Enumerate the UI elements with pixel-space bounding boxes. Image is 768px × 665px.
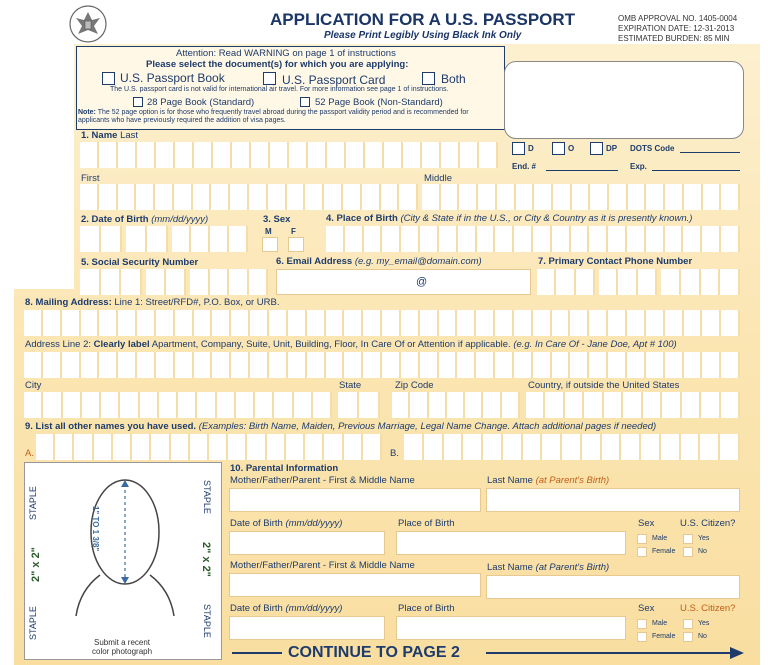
form-title: APPLICATION FOR A U.S. PASSPORT xyxy=(270,10,576,29)
photo-size-left: 2" x 2" xyxy=(30,547,42,582)
omb-number: OMB APPROVAL NO. 1405-0004 xyxy=(618,14,738,23)
parent1-no-label: No xyxy=(698,548,707,555)
first-label: First xyxy=(81,173,100,184)
dob-day-input[interactable] xyxy=(126,226,168,252)
omb-block xyxy=(618,14,737,44)
mailing-label: 8. Mailing Address: xyxy=(25,297,112,308)
parent1-first-input[interactable] xyxy=(229,488,481,512)
line2-hint: (e.g. In Care Of - Jane Doe, Apt # 100) xyxy=(513,339,677,350)
parent2-first-label: Mother/Father/Parent - First & Middle Name xyxy=(230,560,415,571)
parent1-pob-label: Place of Birth xyxy=(398,518,455,529)
phone-label: 7. Primary Contact Phone Number xyxy=(538,256,693,267)
dob-year-input[interactable] xyxy=(172,226,248,252)
last-name-input[interactable] xyxy=(80,142,498,168)
staple-top-right: STAPLE xyxy=(202,480,212,514)
arrow-right-icon xyxy=(730,647,744,659)
dob-month-input[interactable] xyxy=(80,226,122,252)
parent1-yes-checkbox[interactable] xyxy=(683,534,693,544)
office-d-checkbox[interactable] xyxy=(512,142,525,155)
parent1-male-label: Male xyxy=(652,535,668,542)
sex-label: 3. Sex xyxy=(263,214,291,225)
country-input[interactable] xyxy=(526,392,740,418)
office-dp-label: DP xyxy=(606,144,618,153)
office-o-label: O xyxy=(568,144,575,153)
parent2-yes-checkbox[interactable] xyxy=(683,619,693,629)
note-52 xyxy=(78,109,500,125)
estimated-burden: ESTIMATED BURDEN: 85 MIN xyxy=(618,34,730,43)
exp-line xyxy=(652,170,740,171)
email-at-sign: @ xyxy=(416,276,428,288)
photo-submit-line1: Submit a recent xyxy=(94,638,151,647)
parent1-female-checkbox[interactable] xyxy=(637,547,647,557)
parent2-dob-input[interactable] xyxy=(229,616,385,640)
book-28-label: 28 Page Book (Standard) xyxy=(147,97,255,108)
sex-f-input[interactable] xyxy=(288,237,304,252)
book-28-checkbox[interactable] xyxy=(133,97,143,107)
line2-text: Apartment, Company, Suite, Unit, Building, Floor, In Care Of or Attention if applicable. xyxy=(151,339,511,350)
city-label: City xyxy=(25,380,42,391)
sex-m-input[interactable] xyxy=(262,237,278,252)
end-label: End. # xyxy=(512,162,537,171)
parent1-dob-format: (mm/dd/yyyy) xyxy=(285,518,343,529)
zip-label: Zip Code xyxy=(395,380,434,391)
photo-dimension-label: 1" TO 1 3/8" xyxy=(91,506,100,552)
note-label: Note: xyxy=(78,109,96,116)
other-b-label: B. xyxy=(390,448,399,459)
select-heading: Please select the document(s) for which you are applying: xyxy=(146,59,409,70)
passport-book-checkbox[interactable] xyxy=(102,72,115,85)
pob-label: 4. Place of Birth xyxy=(326,213,398,224)
parent2-dob-label: Date of Birth xyxy=(230,603,283,614)
card-note: The U.S. passport card is not valid for international air travel. For more information see page 1 of instructions. xyxy=(110,86,449,93)
pob-input[interactable] xyxy=(326,226,740,252)
parent1-male-checkbox[interactable] xyxy=(637,534,647,544)
country-label: Country, if outside the United States xyxy=(528,380,680,391)
staple-bottom-right: STAPLE xyxy=(202,604,212,638)
ssn-part2-input[interactable] xyxy=(146,269,186,295)
dob-label: 2. Date of Birth xyxy=(81,214,149,225)
parent2-male-label: Male xyxy=(652,620,668,627)
end-line xyxy=(546,170,618,171)
parent2-no-checkbox[interactable] xyxy=(683,632,693,642)
both-label: Both xyxy=(441,72,466,86)
office-d-label: D xyxy=(528,144,534,153)
dob-format: (mm/dd/yyyy) xyxy=(151,214,209,225)
parent2-male-checkbox[interactable] xyxy=(637,619,647,629)
passport-card-checkbox[interactable] xyxy=(263,72,276,85)
other-names-label: 9. List all other names you have used. xyxy=(25,421,197,432)
passport-book-label: U.S. Passport Book xyxy=(120,71,225,85)
sex-m-label: M xyxy=(265,227,272,236)
parent1-female-label: Female xyxy=(652,548,676,555)
expiration-date: EXPIRATION DATE: 12-31-2013 xyxy=(618,24,735,33)
parent2-citizen-label: U.S. Citizen? xyxy=(680,603,736,614)
middle-label: Middle xyxy=(424,173,452,184)
office-use-box xyxy=(504,61,744,139)
parent2-last-label: Last Name xyxy=(487,562,533,573)
form-subtitle: Please Print Legibly Using Black Ink Only xyxy=(324,30,522,41)
ssn-part1-input[interactable] xyxy=(80,269,142,295)
attention-text: Attention: Read WARNING on page 1 of instructions xyxy=(176,48,396,59)
zip-input[interactable] xyxy=(392,392,520,418)
parental-title: 10. Parental Information xyxy=(230,463,339,474)
parent2-yes-label: Yes xyxy=(698,620,710,627)
photo-submit-line2: color photograph xyxy=(92,647,153,656)
name-label: 1. Name xyxy=(81,130,118,141)
parent1-citizen-label: U.S. Citizen? xyxy=(680,518,736,529)
parent2-dob-format: (mm/dd/yyyy) xyxy=(285,603,343,614)
state-input[interactable] xyxy=(338,392,380,418)
continue-rule-right xyxy=(486,652,734,654)
dots-code-line xyxy=(680,152,740,153)
parent2-no-label: No xyxy=(698,633,707,640)
line2-label: Address Line 2: xyxy=(25,339,92,350)
email-hint: (e.g. my_email@domain.com) xyxy=(354,256,482,267)
ssn-label: 5. Social Security Number xyxy=(81,257,199,268)
parent1-dob-input[interactable] xyxy=(229,531,385,555)
parent1-dob-label: Date of Birth xyxy=(230,518,283,529)
head-outline-icon xyxy=(70,470,180,616)
email-label: 6. Email Address xyxy=(276,256,353,267)
parent1-pob-input[interactable] xyxy=(396,531,626,555)
line2-clearly: Clearly label xyxy=(93,339,150,350)
staple-top-left: STAPLE xyxy=(28,486,38,520)
parent1-yes-label: Yes xyxy=(698,535,710,542)
continue-label: CONTINUE TO PAGE 2 xyxy=(288,644,460,661)
email-input[interactable] xyxy=(276,269,531,295)
city-input[interactable] xyxy=(24,392,332,418)
address-line1-input[interactable] xyxy=(24,310,740,336)
parent1-first-label: Mother/Father/Parent - First & Middle Name xyxy=(230,475,415,486)
other-a-label: A. xyxy=(25,448,34,459)
other-name-b-input[interactable] xyxy=(404,434,740,460)
parent2-last-note: (at Parent's Birth) xyxy=(535,562,610,573)
note-text: The 52 page option is for those who frequently travel abroad during the passport validity period and is recommended for applicants who have previously required the addition of visa pages. xyxy=(78,109,469,124)
parent2-last-input[interactable] xyxy=(486,575,740,599)
dots-code-label: DOTS Code xyxy=(630,144,675,153)
book-52-label: 52 Page Book (Non-Standard) xyxy=(315,97,443,108)
line1-label: Line 1: Street/RFD#, P.O. Box, or URB. xyxy=(114,297,280,308)
address-line2-input[interactable] xyxy=(24,352,740,378)
parent1-last-input[interactable] xyxy=(486,488,740,512)
parent1-last-note: (at Parent's Birth) xyxy=(535,475,610,486)
both-checkbox[interactable] xyxy=(422,72,435,85)
middle-name-input[interactable] xyxy=(422,184,740,210)
us-seal-icon xyxy=(68,4,108,44)
parent2-female-label: Female xyxy=(652,633,676,640)
last-label: Last xyxy=(120,130,139,141)
office-o-checkbox[interactable] xyxy=(552,142,565,155)
parent2-first-input[interactable] xyxy=(229,573,481,597)
parent2-pob-input[interactable] xyxy=(396,616,626,640)
exp-label: Exp. xyxy=(630,162,647,171)
parent1-last-label: Last Name xyxy=(487,475,533,486)
state-label: State xyxy=(339,380,362,391)
photo-size-right: 2" x 2" xyxy=(200,542,212,577)
parent2-sex-label: Sex xyxy=(638,603,655,614)
book-52-checkbox[interactable] xyxy=(300,97,310,107)
ssn-part3-input[interactable] xyxy=(190,269,268,295)
phone-prefix-input[interactable] xyxy=(599,269,657,295)
continue-rule-left xyxy=(232,652,282,654)
office-dp-checkbox[interactable] xyxy=(590,142,603,155)
parent2-pob-label: Place of Birth xyxy=(398,603,455,614)
other-names-hint: (Examples: Birth Name, Maiden, Previous Marriage, Legal Name Change. Attach additional pages if needed) xyxy=(198,421,657,432)
passport-card-label: U.S. Passport Card xyxy=(282,73,386,87)
parent1-sex-label: Sex xyxy=(638,518,655,529)
parent1-no-checkbox[interactable] xyxy=(683,547,693,557)
phone-line-input[interactable] xyxy=(661,269,740,295)
other-name-a-input[interactable] xyxy=(36,434,382,460)
pob-hint: (City & State if in the U.S., or City & Country as it is presently known.) xyxy=(400,213,693,224)
parent2-female-checkbox[interactable] xyxy=(637,632,647,642)
phone-area-input[interactable] xyxy=(537,269,595,295)
staple-bottom-left: STAPLE xyxy=(28,606,38,640)
sex-f-label: F xyxy=(291,227,296,236)
first-name-input[interactable] xyxy=(80,184,418,210)
